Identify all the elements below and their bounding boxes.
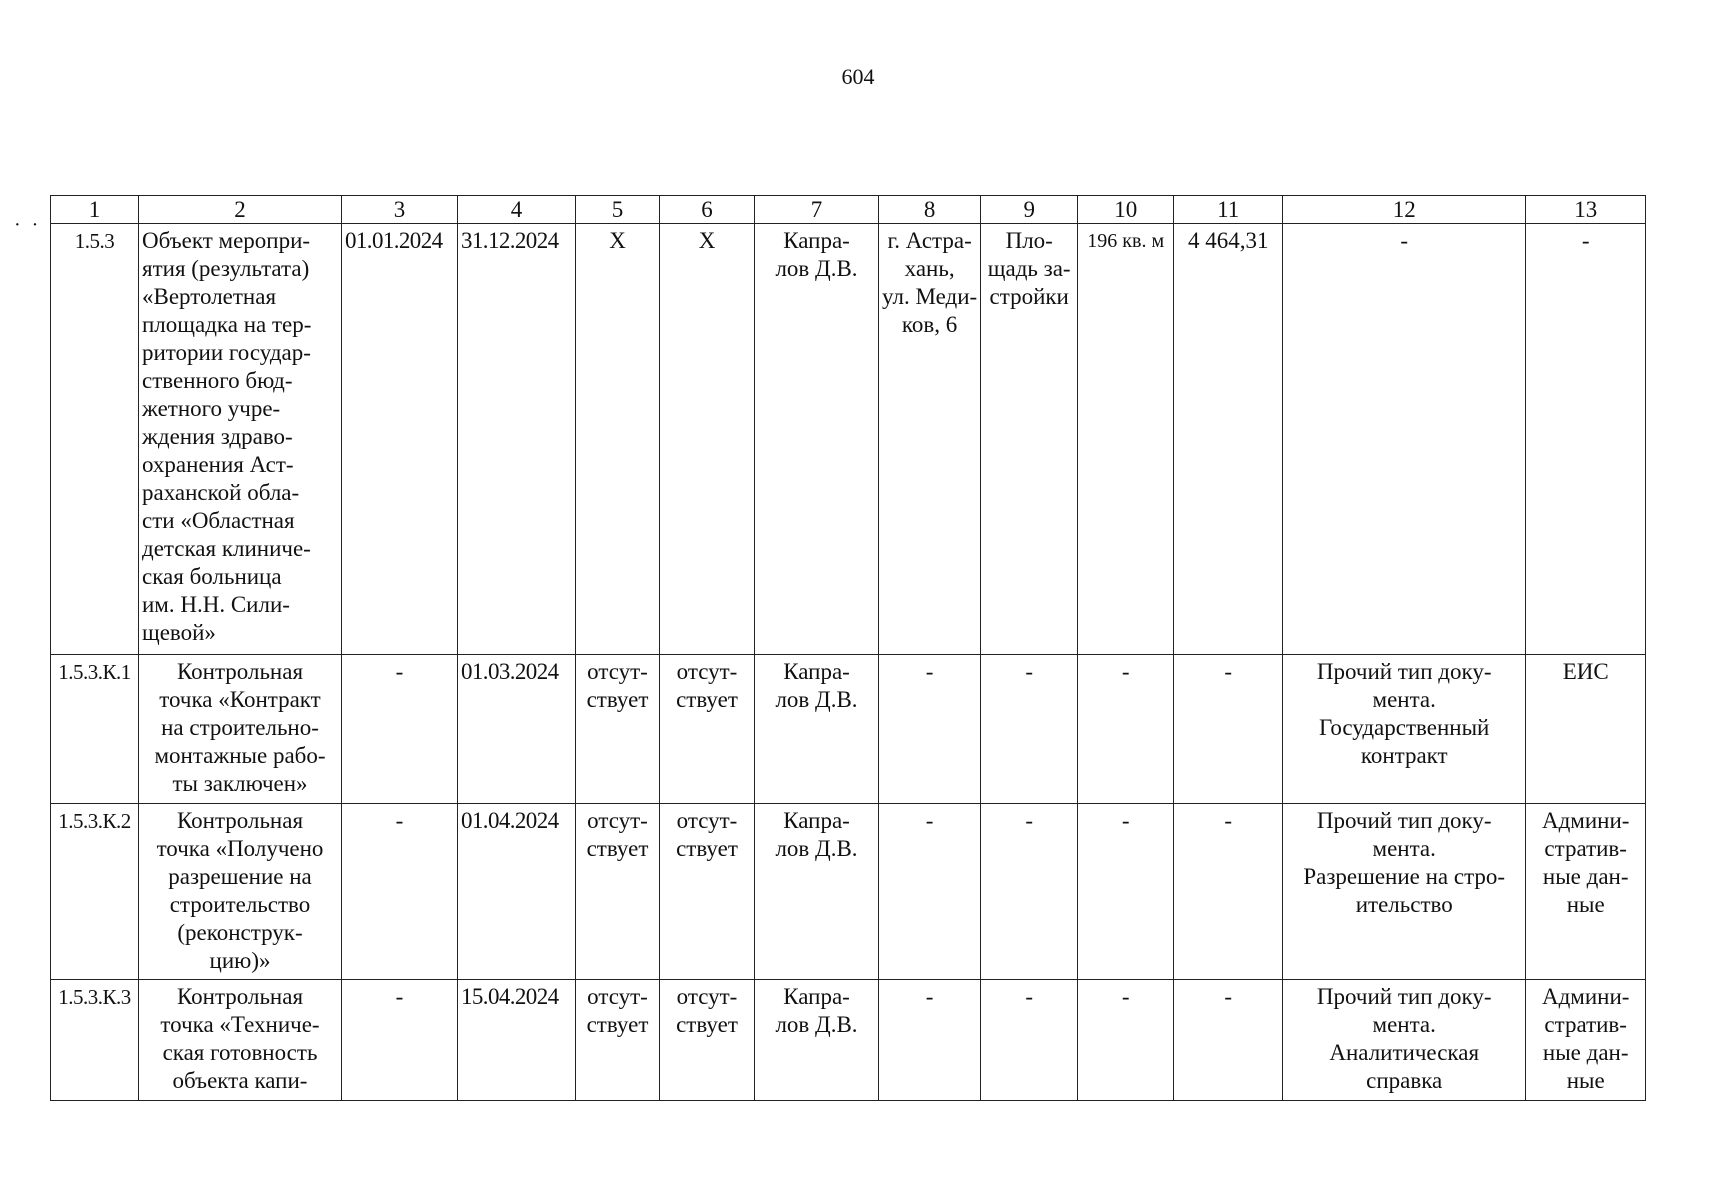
cell-line: лов Д.В. [775,687,858,712]
cell-line: ждения здраво- [142,424,293,449]
cell-line: - [1581,228,1590,253]
cell-line: - [1025,984,1034,1009]
start-date: - [342,804,458,980]
column-header: 4 [458,196,576,224]
cell-line: разрешение на [168,864,312,889]
cell-line: контракт [1360,743,1448,768]
cell-line: ные [1566,892,1605,917]
cell-line: ные дан- [1542,864,1629,889]
cell-line: мента. [1372,1012,1436,1037]
characteristic [981,224,1078,655]
cell-line: Прочий тип доку- [1316,808,1492,833]
cell-line: лов Д.В. [775,1012,858,1037]
column-header: 12 [1283,196,1526,224]
cell-line: ЕИС [1562,659,1609,684]
table-row [51,980,1646,1101]
cell-line: ская больница [142,564,282,589]
cell-line: - [1400,228,1409,253]
cell-line: детская клиниче- [142,536,311,561]
cell-line: отсут- [676,659,738,684]
amount: 4 464,31 [1174,224,1283,655]
responsible [755,804,879,980]
end-date: 01.03.2024 [458,655,576,804]
value: - [1078,980,1174,1101]
cell-line: ственного бюд- [142,368,293,393]
cell-line: цию)» [209,948,271,973]
end-date: 01.04.2024 [458,804,576,980]
value: - [1078,804,1174,980]
cell-line: мента. [1372,836,1436,861]
column-header: 8 [879,196,981,224]
cell-line: ствует [586,836,649,861]
cell-line: лов Д.В. [775,836,858,861]
col6-value [660,980,755,1101]
row-name [139,804,342,980]
start-date: - [342,655,458,804]
cell-line: (реконструк- [177,920,303,945]
cell-line: Разрешение на стро- [1303,864,1506,889]
characteristic [981,980,1078,1101]
column-header: 11 [1174,196,1283,224]
cell-line: - [1025,808,1034,833]
cell-line: ствует [676,1012,738,1037]
cell-line: ствует [586,1012,649,1037]
row-code: 1.5.3 [51,224,139,655]
document-type [1283,224,1526,655]
cell-line: объекта капи- [172,1068,308,1093]
row-code: 1.5.3.К.3 [51,980,139,1101]
cell-line: отсут- [587,659,648,684]
amount: - [1174,655,1283,804]
characteristic [981,804,1078,980]
row-name [139,224,342,655]
cell-line: Админи- [1541,984,1630,1009]
document-type [1283,980,1526,1101]
cell-line: площадка на тер- [142,312,312,337]
cell-line: на строительно- [161,715,319,740]
cell-line: «Вертолетная [142,284,277,309]
cell-line: ритории государ- [142,340,311,365]
cell-line: Капра- [783,808,850,833]
column-header: 7 [755,196,879,224]
margin-mark: · · [14,214,42,236]
characteristic [981,655,1078,804]
cell-line: ствует [676,836,738,861]
cell-line: Прочий тип доку- [1316,659,1492,684]
cell-line: охранения Аст- [142,452,294,477]
column-header: 5 [576,196,660,224]
start-date: - [342,980,458,1101]
cell-line: стратив- [1544,836,1627,861]
cell-line: Контрольная [176,984,304,1009]
col6-value [660,804,755,980]
cell-line: X [609,228,626,253]
responsible [755,655,879,804]
cell-line: стройки [989,284,1069,309]
cell-line: лов Д.В. [775,256,858,281]
cell-line: ные [1566,1068,1605,1093]
col6-value [660,224,755,655]
cell-line: Аналитическая [1329,1040,1480,1065]
address [879,224,981,655]
cell-line: Капра- [783,984,850,1009]
value: 196 кв. м [1078,224,1174,655]
row-code: 1.5.3.К.1 [51,655,139,804]
col5-value [576,980,660,1101]
cell-line: точка «Получено [156,836,324,861]
cell-line: - [925,808,934,833]
data-source [1526,980,1646,1101]
plan-table [50,195,1646,1101]
table-row [51,224,1646,655]
cell-line: сти «Областная [142,508,295,533]
cell-line: мента. [1372,687,1436,712]
cell-line: Капра- [783,228,850,253]
end-date: 15.04.2024 [458,980,576,1101]
cell-line: Пло- [1005,228,1053,253]
col6-value [660,655,755,804]
col5-value [576,655,660,804]
page-number: 604 [841,64,875,89]
cell-line: справка [1366,1068,1443,1093]
amount: - [1174,804,1283,980]
cell-line: отсут- [676,984,738,1009]
cell-line: г. Астра- [887,228,972,253]
cell-line: им. Н.Н. Сили- [142,592,290,617]
start-date: 01.01.2024 [342,224,458,655]
cell-line: X [698,228,716,253]
column-header: 1 [51,196,139,224]
data-source [1526,224,1646,655]
table-row [51,655,1646,804]
cell-line: Контрольная [176,659,304,684]
cell-line: Объект меропри- [142,228,311,253]
address [879,804,981,980]
cell-line: ятия (результата) [142,256,310,281]
cell-line: хань, [904,256,955,281]
cell-line: ул. Меди- [882,284,978,309]
cell-line: точка «Техниче- [160,1012,320,1037]
cell-line: ты заключен» [172,771,308,796]
row-name [139,655,342,804]
amount: - [1174,980,1283,1101]
cell-line: монтажные рабо- [154,743,326,768]
row-code: 1.5.3.К.2 [51,804,139,980]
end-date: 31.12.2024 [458,224,576,655]
document-type [1283,804,1526,980]
cell-line: стратив- [1544,1012,1627,1037]
cell-line: щевой» [142,620,216,645]
cell-line: ствует [586,687,649,712]
col5-value [576,804,660,980]
value: - [1078,655,1174,804]
cell-line: ные дан- [1542,1040,1629,1065]
col5-value [576,224,660,655]
cell-line: - [1025,659,1034,684]
address [879,980,981,1101]
cell-line: ительство [1355,892,1453,917]
cell-line: точка «Контракт [159,687,321,712]
column-header: 10 [1078,196,1174,224]
column-header: 2 [139,196,342,224]
column-header: 3 [342,196,458,224]
cell-line: - [925,984,934,1009]
document-type [1283,655,1526,804]
row-name [139,980,342,1101]
cell-line: Государственный [1319,715,1490,740]
cell-line: раханской обла- [142,480,300,505]
cell-line: Админи- [1541,808,1630,833]
data-source [1526,655,1646,804]
cell-line: ствует [676,687,738,712]
cell-line: ков, 6 [901,312,958,337]
responsible [755,980,879,1101]
cell-line: отсут- [587,808,648,833]
table-row [51,804,1646,980]
column-header: 9 [981,196,1078,224]
column-header: 6 [660,196,755,224]
cell-line: отсут- [676,808,738,833]
responsible [755,224,879,655]
cell-line: строительство [169,892,311,917]
data-source [1526,804,1646,980]
cell-line: Капра- [783,659,850,684]
cell-line: щадь за- [987,256,1071,281]
cell-line: ская готовность [162,1040,318,1065]
column-header: 13 [1526,196,1646,224]
cell-line: Контрольная [176,808,304,833]
address [879,655,981,804]
cell-line: Прочий тип доку- [1316,984,1492,1009]
cell-line: отсут- [587,984,648,1009]
table-header-row [51,196,1646,224]
cell-line: жетного учре- [142,396,281,421]
cell-line: - [925,659,934,684]
